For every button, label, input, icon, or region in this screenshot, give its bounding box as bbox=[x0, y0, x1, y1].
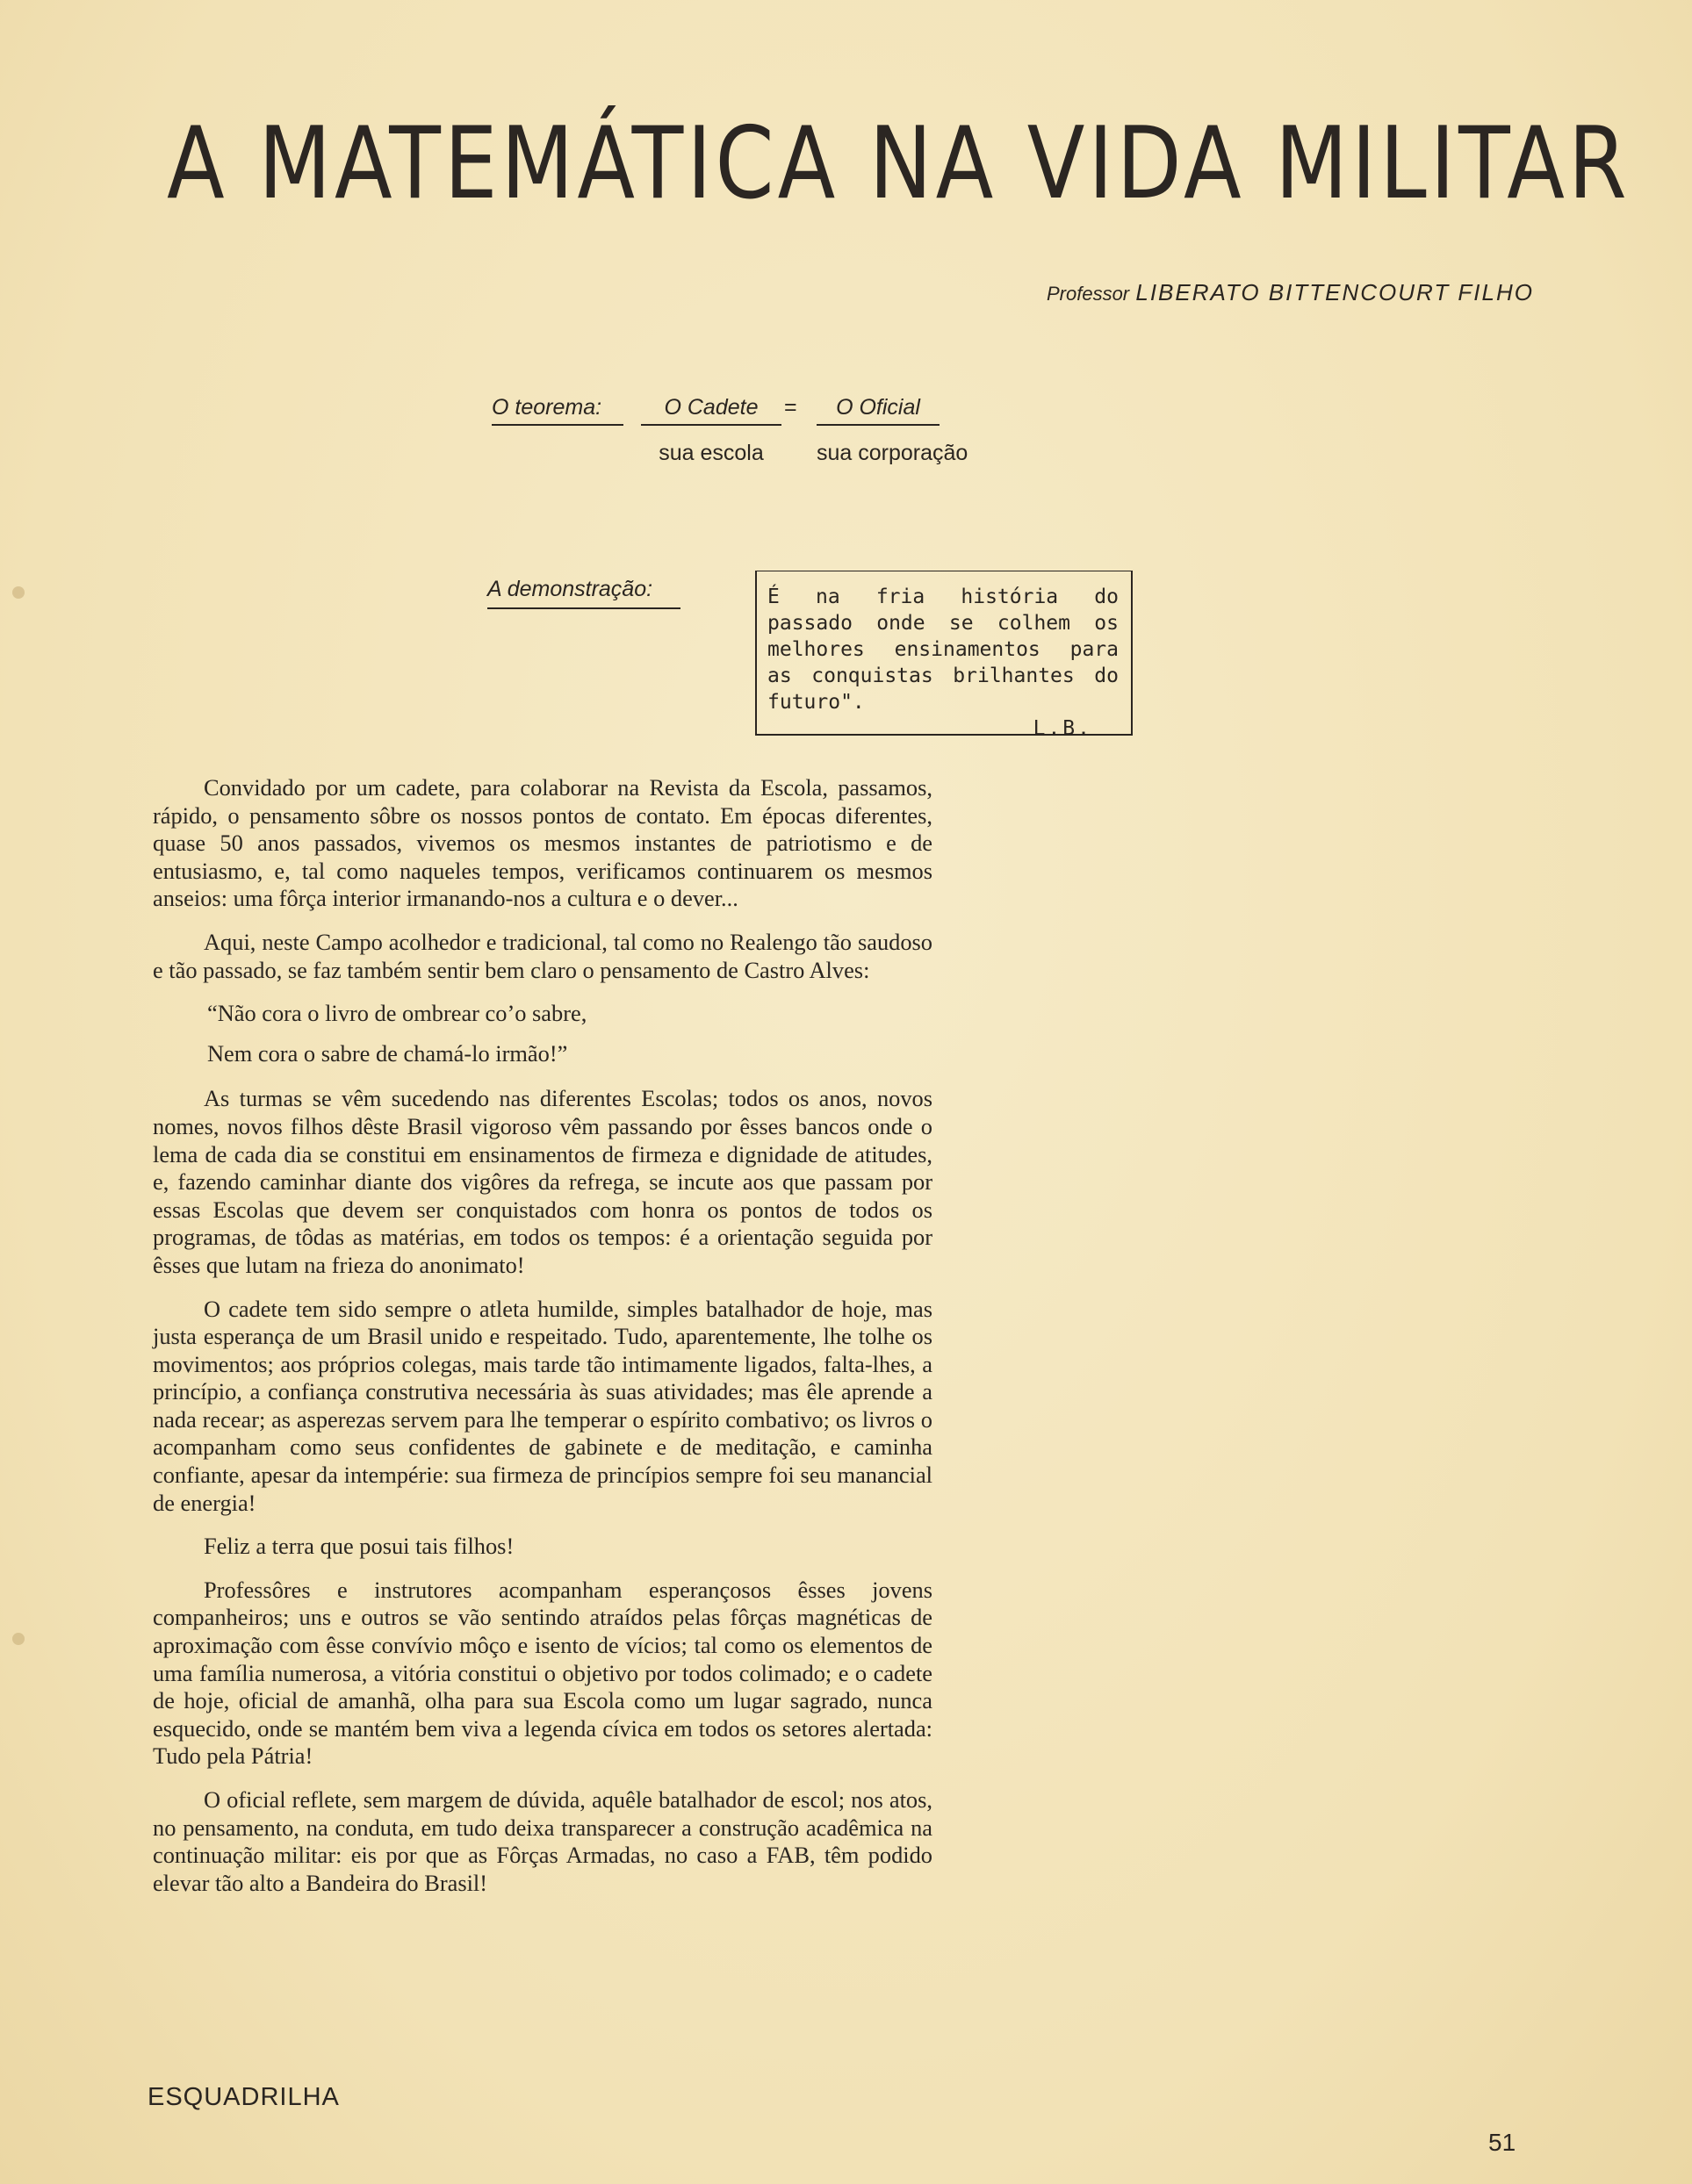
paragraph: O cadete tem sido sempre o atleta humilde, simples batalhador de hoje, mas justa esperança de um Brasil unido e respeitado. Tudo, aparentemente, lhe tolhe os movimentos; aos próprios colegas, mais tarde tão intimamente ligados, falta-lhes, a princípio, a confiança construtiva necessária às suas atividades; mas êle aprende a nada recear; as asperezas servem para lhe temperar o espírito combativo; os livros o acompanham como seus confidentes de gabinete e de meditação, e caminha confiante, apesar da intempérie: sua firmeza de princípios sempre foi seu manancial de energia! bbox=[153, 1295, 932, 1516]
theorem-label: O teorema: bbox=[492, 395, 623, 426]
binding-hole-mark bbox=[12, 1633, 25, 1645]
page-number: 51 bbox=[1488, 2129, 1516, 2156]
paragraph: As turmas se vêm sucedendo nas diferentes Escolas; todos os anos, novos nomes, novos filhos dêste Brasil vigoroso vêm passando por êsses bancos onde o lema de cada dia se constitui em ensinamentos de firmeza e dignidade de atitudes, e, fazendo caminhar diante dos vigôres da refrega, se incute aos que passam por essas Escolas que devem ser conquistados com honra os pontos de todos os programas, de tôdas as matérias, em todos os tempos: é a orientação seguida por êsses que lutam na frieza do anonimato! bbox=[153, 1085, 932, 1278]
theorem-denominator-left: sua escola bbox=[659, 441, 764, 465]
theorem-numerator-right: O Oficial bbox=[817, 395, 940, 426]
paragraph: Aqui, neste Campo acolhedor e tradicional, tal como no Realengo tão saudoso e tão passado, se faz também sentir bem claro o pensamento de Castro Alves: bbox=[153, 928, 932, 983]
article-body bbox=[153, 774, 932, 1913]
epigraph-signature: L.B. bbox=[1033, 717, 1092, 740]
verse-line: Nem cora o sabre de chamá-lo irmão!” bbox=[207, 1039, 568, 1067]
article-title: A MATEMÁTICA NA VIDA MILITAR bbox=[167, 105, 1631, 222]
epigraph-quote: É na fria história do passado onde se colhem os melhores ensinamentos para as conquistas brilhantes do futuro". bbox=[767, 586, 1119, 714]
verse-line: “Não cora o livro de ombrear co’o sabre, bbox=[207, 1000, 587, 1027]
theorem-block bbox=[492, 395, 968, 465]
paragraph: Convidado por um cadete, para colaborar na Revista da Escola, passamos, rápido, o pensamento sôbre os nossos pontos de contato. Em épocas diferentes, quase 50 anos passados, vivemos os mesmos instantes de patriotismo e de entusiasmo, e, tal como naqueles tempos, verificamos continuarem os mesmos anseios: uma fôrça interior irmanando-nos a cultura e o dever... bbox=[153, 774, 932, 912]
theorem-denominator-right: sua corporação bbox=[817, 441, 968, 465]
author-byline bbox=[1047, 279, 1534, 306]
paragraph: Professôres e instrutores acompanham esperançosos êsses jovens companheiros; uns e outros se vão sentindo atraídos pelas fôrças magnéticas de aproximação com êsse convívio môço e isento de vícios; tal como os elementos de uma família numerosa, a vitória constitui o objetivo por todos colimado; e o cadete de hoje, oficial de amanhã, olha para sua Escola como um lugar sagrado, nunca esquecido, onde se mantém bem viva a legenda cívica em todos os setores alertada: Tudo pela Pátria! bbox=[153, 1576, 932, 1770]
theorem-equals: = bbox=[784, 395, 797, 420]
epigraph-box bbox=[755, 571, 1133, 740]
paragraph: Feliz a terra que posui tais filhos! bbox=[204, 1533, 515, 1560]
paragraph: O oficial reflete, sem margem de dúvida, aquêle batalhador de escol; nos atos, no pensamento, na conduta, em tudo deixa transparecer a construção acadêmica na continuação militar: eis por que as Fôrças Armadas, no caso a FAB, têm podido elevar tão alto a Bandeira do Brasil! bbox=[153, 1786, 932, 1896]
theorem-numerator-left: O Cadete bbox=[641, 395, 781, 426]
author-prefix: Professor bbox=[1046, 283, 1130, 305]
author-name: LIBERATO BITTENCOURT FILHO bbox=[1135, 279, 1534, 305]
binding-hole-mark bbox=[12, 586, 25, 599]
publication-name: ESQUADRILHA bbox=[148, 2083, 340, 2111]
demonstration-label: A demonstração: bbox=[487, 577, 680, 609]
